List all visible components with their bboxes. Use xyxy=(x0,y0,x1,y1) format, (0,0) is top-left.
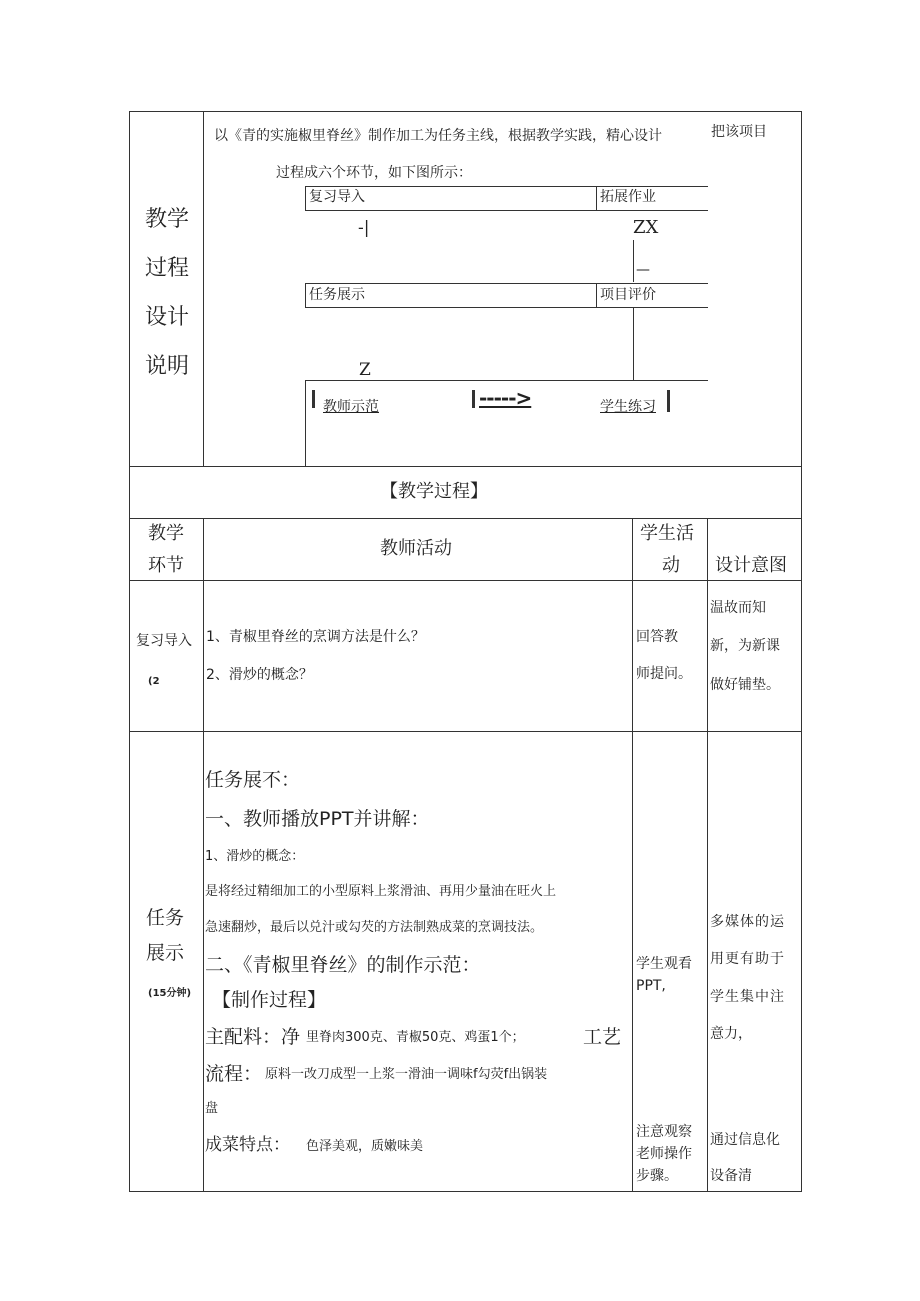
design-intro-line-2: 过程成六个环节，如下图所示： xyxy=(276,165,472,181)
row1-intent-line-2: 新，为新课 xyxy=(710,638,780,654)
row2-student-block2-line-1: 注意观察 xyxy=(636,1124,692,1140)
row2-teacher-feature-label: 成菜特点： xyxy=(205,1135,290,1155)
row2-intent-block2-line-1: 通过信息化 xyxy=(710,1132,780,1148)
row2-stage-note: (15分钟) xyxy=(148,988,192,999)
flow-teacher-demo: 教师示范 xyxy=(323,399,379,415)
row2-teacher-flow-text-2: 盘 xyxy=(205,1101,219,1116)
col-student-line-2: 动 xyxy=(662,555,680,576)
flow-mark-dash-bar: -| xyxy=(358,218,370,238)
row1-student-line-2: 师提问。 xyxy=(636,666,692,682)
flow-task-display: 任务展示 xyxy=(309,287,365,303)
row2-teacher-p1-text-2: 急速翻炒，最后以兑汁或勾芡的方法制熟成菜的烹调技法。 xyxy=(205,920,544,935)
row2-student-block2-line-3: 步骤。 xyxy=(636,1168,678,1184)
row1-student-line-1: 回答教 xyxy=(636,629,678,645)
flow-student-practice: 学生练习 xyxy=(600,399,656,415)
row2-teacher-part2: 二、《青椒里脊丝》的制作示范： xyxy=(205,954,481,976)
col-stage-line-2: 环节 xyxy=(148,555,184,576)
row2-intent-block1-line-2: 用更有助于 xyxy=(710,951,785,967)
row2-intent-block1-line-1: 多媒体的运 xyxy=(710,914,785,930)
design-label-line-3: 设计 xyxy=(145,305,190,330)
row2-teacher-craft-label: 工艺 xyxy=(583,1026,622,1048)
flow-extend-homework: 拓展作业 xyxy=(600,189,656,205)
row2-teacher-part1: 一、教师播放PPT并讲解： xyxy=(205,808,430,830)
flow-mark-underscore: — xyxy=(636,262,650,278)
flow-mark-z: Z xyxy=(359,360,371,380)
process-header: 【教学过程】 xyxy=(380,481,488,502)
design-label-line-1: 教学 xyxy=(145,207,190,232)
row2-teacher-flow-label: 流程： xyxy=(205,1063,263,1085)
row1-intent-line-1: 温故而知 xyxy=(710,600,766,616)
row2-student-block1-line-2: PPT, xyxy=(636,978,666,994)
row1-stage-note: (2 xyxy=(148,676,160,687)
row2-teacher-flow-text: 原料一改刀成型一上浆一滑油一调味f勾荧f出锅装 xyxy=(265,1067,548,1082)
row2-intent-block1-line-3: 学生集中注 xyxy=(710,989,785,1005)
row2-teacher-process-title: 【制作过程】 xyxy=(212,989,327,1011)
row1-intent-line-3: 做好铺垫。 xyxy=(710,677,780,693)
design-intro-right: 把该项目 xyxy=(711,124,767,140)
row2-teacher-ingredients-text: 里脊肉300克、青椒50克、鸡蛋1个； xyxy=(306,1030,525,1045)
row1-stage: 复习导入 xyxy=(136,633,192,649)
flow-mark-zx: ZX xyxy=(633,217,659,238)
flow-review-intro: 复习导入 xyxy=(309,189,365,205)
col-intent: 设计意图 xyxy=(715,555,787,576)
row2-student-block1-line-1: 学生观看 xyxy=(636,956,692,972)
row2-teacher-heading: 任务展不： xyxy=(205,769,301,791)
row2-teacher-p1-item: 1、滑炒的概念： xyxy=(205,849,305,864)
row2-teacher-p1-text-1: 是将经过精细加工的小型原料上浆滑油、再用少量油在旺火上 xyxy=(205,884,557,899)
flow-arrow: -----> xyxy=(479,386,532,410)
row1-teacher-line-2: 2、滑炒的概念？ xyxy=(206,667,313,683)
col-stage-line-1: 教学 xyxy=(148,523,184,544)
flow-project-eval: 项目评价 xyxy=(600,287,656,303)
design-intro-line-1: 以《青的实施椒里脊丝》制作加工为任务主线，根据教学实践，精心设计 xyxy=(214,128,662,144)
row2-intent-block2-line-2: 设备清 xyxy=(710,1168,752,1184)
row2-stage-line-2: 展示 xyxy=(146,942,185,964)
col-teacher: 教师活动 xyxy=(380,538,452,559)
design-label-line-4: 说明 xyxy=(145,354,190,379)
row2-teacher-feature-text: 色泽美观，质嫩味美 xyxy=(306,1139,424,1154)
col-student-line-1: 学生活 xyxy=(640,523,694,544)
row1-teacher-line-1: 1、青椒里脊丝的烹调方法是什么？ xyxy=(206,629,425,645)
row2-stage-line-1: 任务 xyxy=(146,907,185,929)
row2-intent-block1-line-4: 意力， xyxy=(710,1026,752,1042)
design-label-line-2: 过程 xyxy=(145,256,190,281)
row2-student-block2-line-2: 老师操作 xyxy=(636,1146,692,1162)
row2-teacher-ingredients-label: 主配料：净 xyxy=(205,1026,301,1048)
